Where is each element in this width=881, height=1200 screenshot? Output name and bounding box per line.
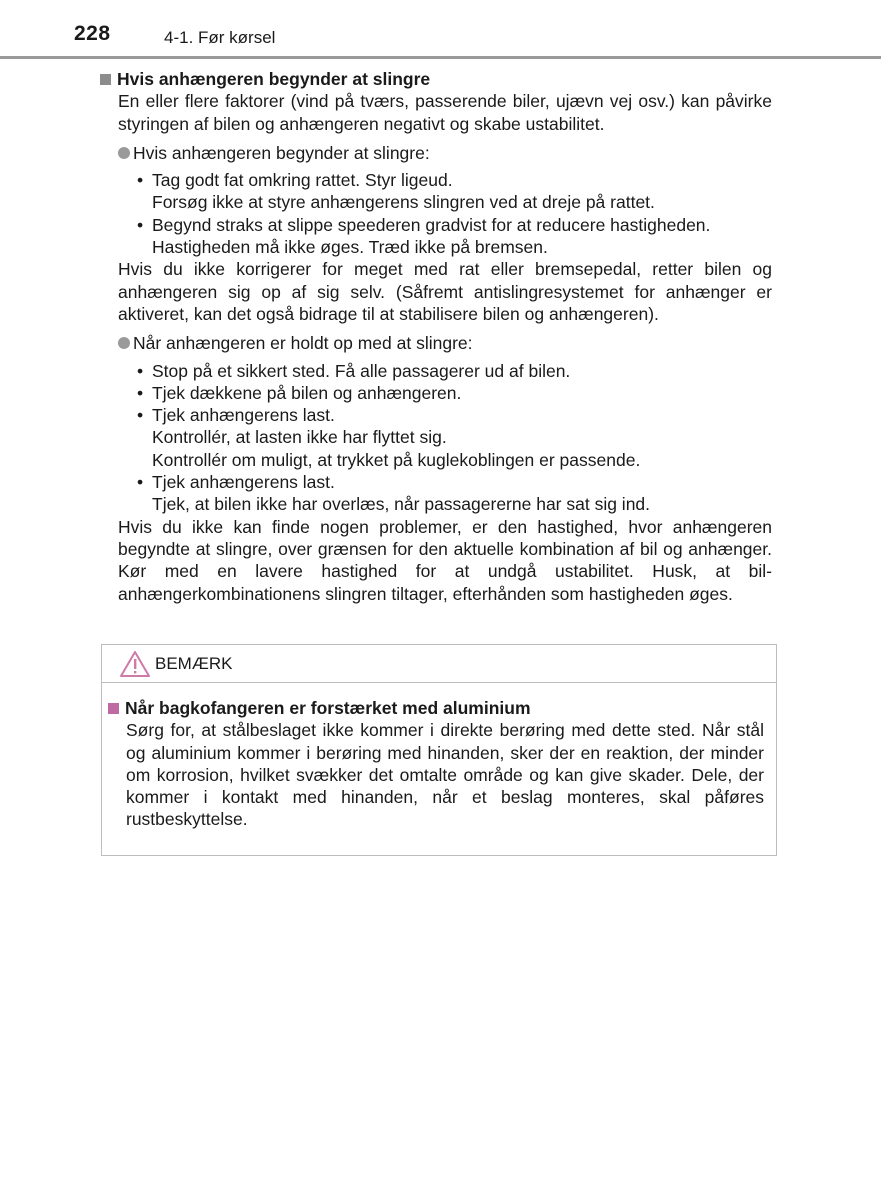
case2-after-paragraph: Hvis du ikke kan finde nogen problemer, er den hastighed, hvor anhængeren begyndte at slingre, over grænsen for den aktuelle kombination af bil og anhænger. Kør med en lavere hastighed for at undgå ustabilitet. Husk, at bil-anhængerkombinationens slingren tiltager, efterhånden som hastigheden øges. — [118, 516, 772, 604]
list-item: • Stop på et sikkert sted. Få alle passagerer ud af bilen. — [137, 360, 571, 381]
list-item: • Tjek dækkene på bilen og anhængeren. — [137, 382, 462, 403]
warning-triangle-icon — [119, 650, 151, 678]
square-bullet-icon — [100, 74, 111, 85]
notice-body — [102, 683, 776, 831]
case2-title — [100, 332, 772, 354]
main-content — [100, 68, 772, 605]
case1-title-text: Hvis anhængeren begynder at slingre: — [133, 142, 430, 163]
notice-box — [101, 644, 777, 856]
square-bullet-icon — [108, 703, 119, 714]
case1-after-paragraph: Hvis du ikke korrigerer for meget med rat eller bremsepedal, retter bilen og anhængeren sig op af sig selv. (Såfremt antislingresystemet for anhænger er aktiveret, kan det også bidrage til at stabilisere bilen og anhængeren). — [118, 259, 772, 324]
case1-title — [100, 142, 772, 164]
notice-text: Sørg for, at stålbeslaget ikke kommer i direkte berøring med dette sted. Når stål og aluminium kommer i berøring med hinanden, sker der en reaktion, der minder om korrosion, hvilket svækker det omtalte område og kan give skader. Dele, der kommer i kontakt med hinanden, når et beslag monteres, skal påføres rustbeskyttelse. — [126, 720, 764, 830]
list-item: • Tjek anhængerens last. Tjek, at bilen ikke har overlæs, når passagererne har sat sig ind. — [137, 472, 651, 515]
header-divider — [0, 56, 881, 59]
list-item: • Tag godt fat omkring rattet. Styr ligeud. Forsøg ikke at styre anhængerens slingren ved at dreje på rattet. — [137, 170, 655, 213]
circle-bullet-icon — [118, 147, 130, 159]
section-heading-text: Hvis anhængeren begynder at slingre — [117, 69, 431, 89]
list-item: • Tjek anhængerens last. Kontrollér, at lasten ikke har flyttet sig. Kontrollér om muligt, at trykket på kuglekoblingen er passende. — [137, 405, 641, 470]
list-item: • Begynd straks at slippe speederen gradvist for at reducere hastigheden. Hastigheden må ikke øges. Træd ikke på bremsen. — [137, 214, 711, 258]
notice-label: BEMÆRK — [155, 653, 233, 673]
case2-title-text: Når anhængeren er holdt op med at slingre: — [133, 333, 473, 354]
section-heading — [100, 68, 772, 90]
case2-list — [100, 360, 772, 516]
circle-bullet-icon — [118, 337, 130, 349]
section-title: 4-1. Før kørsel — [164, 28, 276, 47]
page-number: 228 — [74, 22, 111, 45]
notice-header — [102, 645, 776, 683]
intro-paragraph: En eller flere faktorer (vind på tværs, passerende biler, ujævn vej osv.) kan påvirke styringen af bilen og anhængeren negativt og skabe ustabilitet. — [118, 91, 772, 134]
notice-heading — [108, 697, 764, 719]
notice-heading-text: Når bagkofangeren er forstærket med aluminium — [125, 698, 531, 718]
case1-list — [100, 169, 772, 258]
